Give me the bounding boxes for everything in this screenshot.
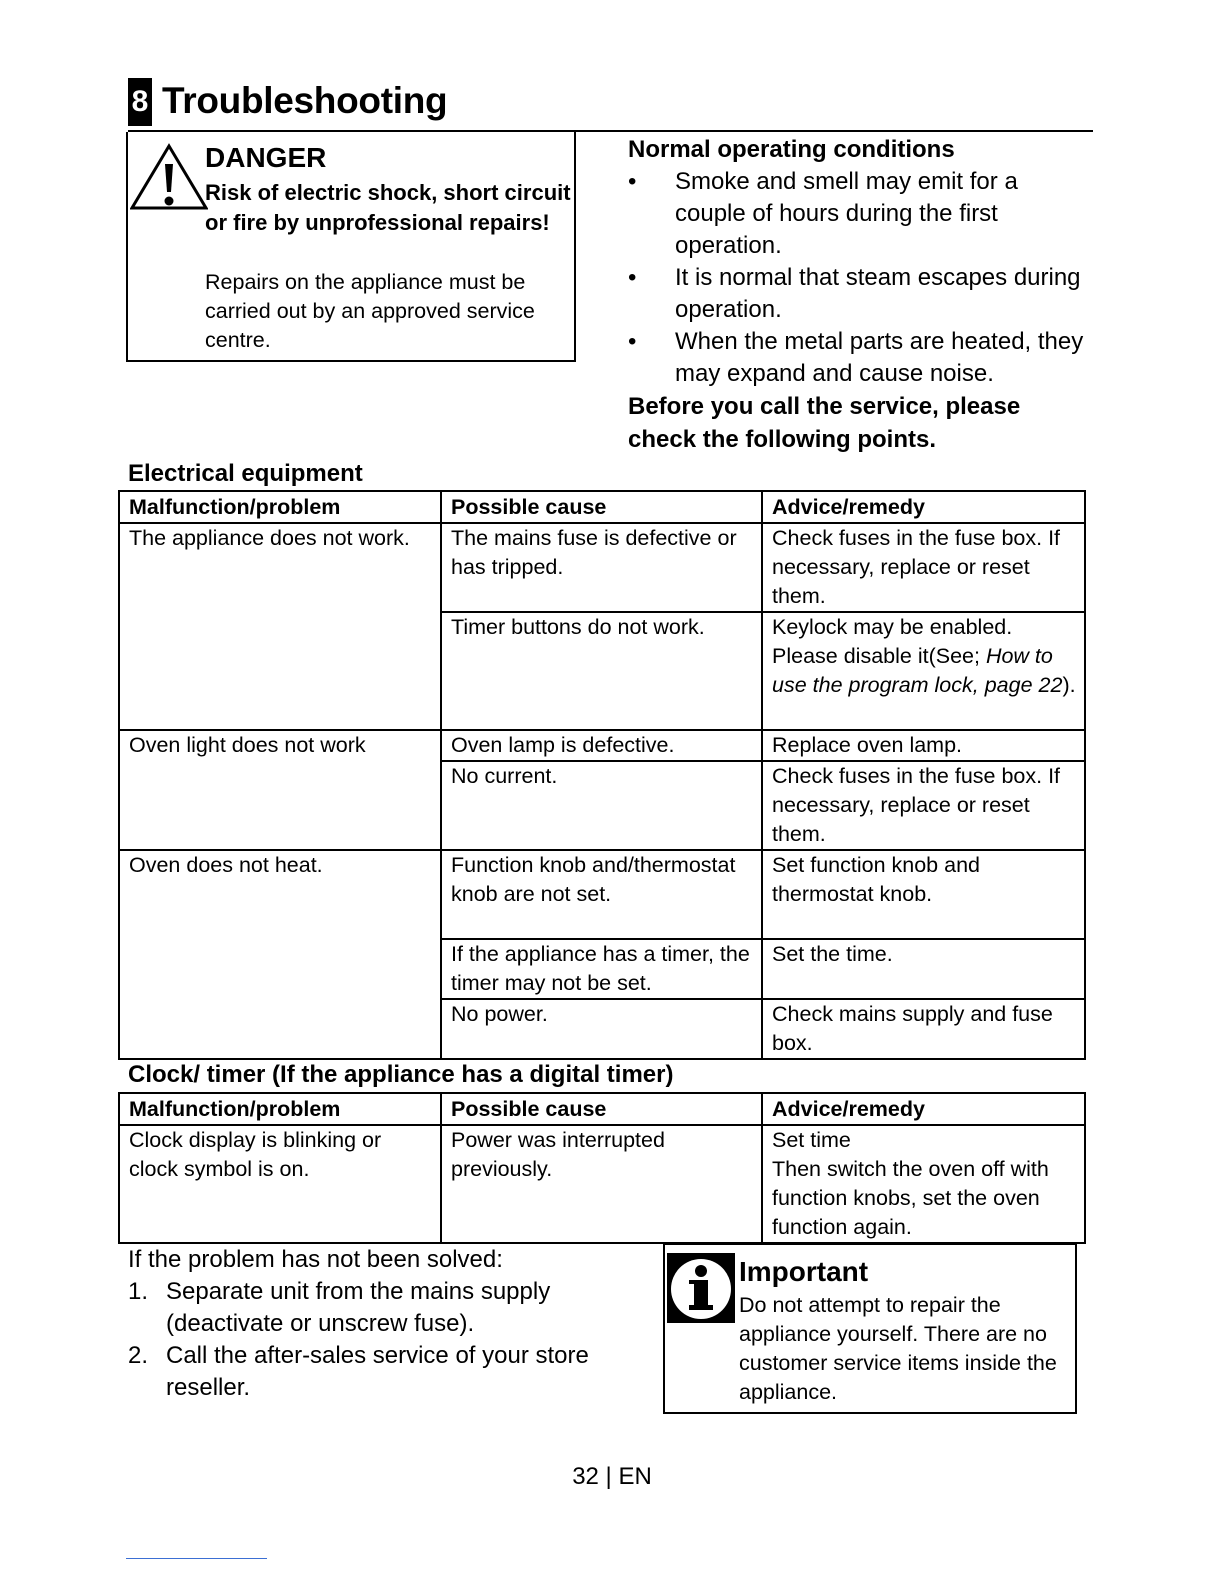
unsolved-lead: If the problem has not been solved: [128, 1246, 503, 1273]
step-number: 2. [128, 1342, 149, 1369]
table-header-row [119, 491, 1085, 523]
table-row [119, 1125, 1085, 1243]
cause-cell: Oven lamp is defective. [441, 730, 762, 761]
column-header: Malfunction/problem [119, 491, 441, 523]
unsolved-steps [128, 1244, 628, 1404]
bullet-icon: • [628, 168, 637, 195]
page-number: 32 | EN [572, 1463, 652, 1490]
page-title: Troubleshooting [162, 80, 448, 121]
danger-title: DANGER [205, 142, 327, 173]
list-item: • It is normal that steam escapes during operation. [628, 264, 1081, 323]
cause-cell: No power. [441, 999, 762, 1059]
normal-operating-conditions [628, 134, 1098, 456]
table-row [119, 523, 1085, 612]
cause-cell: Function knob and/thermostat knob are not set. [441, 850, 762, 939]
remedy-cell: Set function knob and thermostat knob. [762, 850, 1085, 939]
important-box [663, 1243, 1077, 1414]
column-header: Advice/remedy [762, 1093, 1085, 1125]
column-header: Advice/remedy [762, 491, 1085, 523]
danger-subtitle: Risk of electric shock, short circuit or fire by unprofessional repairs! [205, 180, 571, 235]
electrical-table [118, 490, 1086, 1060]
problem-cell: The appliance does not work. [119, 523, 441, 730]
bullet-icon: • [628, 328, 637, 355]
electrical-title: Electrical equipment [128, 460, 363, 487]
remedy-cell: Check mains supply and fuse box. [762, 999, 1085, 1059]
remedy-cell: Replace oven lamp. [762, 730, 1085, 761]
problem-cell: Clock display is blinking or clock symbol is on. [119, 1125, 441, 1243]
problem-cell: Oven does not heat. [119, 850, 441, 1059]
normal-heading: Normal operating conditions [628, 136, 955, 163]
remedy-cell: Keylock may be enabled. Please disable it(See; How to use the program lock, page 22). [762, 612, 1085, 730]
column-header: Malfunction/problem [119, 1093, 441, 1125]
remedy-cell: Set time Then switch the oven off with function knobs, set the oven function again. [762, 1125, 1085, 1243]
list-item: • Smoke and smell may emit for a couple of hours during the first operation. [628, 168, 1018, 259]
steps-list [128, 1276, 628, 1404]
bullet-icon: • [628, 264, 637, 291]
danger-box [126, 132, 576, 362]
remedy-cell: Set the time. [762, 939, 1085, 999]
column-header: Possible cause [441, 491, 762, 523]
cause-cell: Timer buttons do not work. [441, 612, 762, 730]
list-item: • When the metal parts are heated, they may expand and cause noise. [628, 328, 1084, 387]
cause-cell: Power was interrupted previously. [441, 1125, 762, 1243]
warning-triangle-icon [130, 142, 208, 212]
cause-cell: If the appliance has a timer, the timer may not be set. [441, 939, 762, 999]
cause-cell: The mains fuse is defective or has tripped. [441, 523, 762, 612]
list-item: 2. Call the after-sales service of your store reseller. [128, 1342, 589, 1401]
remedy-cell: Check fuses in the fuse box. If necessary, replace or reset them. [762, 761, 1085, 850]
list-item: 1. Separate unit from the mains supply (deactivate or unscrew fuse). [128, 1278, 551, 1337]
section-number: 8 [128, 78, 152, 126]
cause-cell: No current. [441, 761, 762, 850]
important-title: Important [739, 1256, 869, 1287]
clock-title: Clock/ timer (If the appliance has a digital timer) [128, 1061, 674, 1088]
table-row [119, 730, 1085, 761]
before-call-note: Before you call the service, please check the following points. [628, 393, 1021, 453]
clock-table [118, 1092, 1086, 1244]
problem-cell: Oven light does not work [119, 730, 441, 850]
table-header-row [119, 1093, 1085, 1125]
normal-list [628, 166, 1098, 390]
info-icon [667, 1253, 735, 1323]
danger-body: Repairs on the appliance must be carried out by an approved service centre. [205, 270, 535, 352]
footer-rule [126, 1558, 267, 1559]
important-body: Do not attempt to repair the appliance yourself. There are no customer service items inside the appliance. [739, 1293, 1057, 1404]
remedy-cell: Check fuses in the fuse box. If necessary, replace or reset them. [762, 523, 1085, 612]
step-number: 1. [128, 1278, 149, 1305]
table-row [119, 850, 1085, 939]
column-header: Possible cause [441, 1093, 762, 1125]
